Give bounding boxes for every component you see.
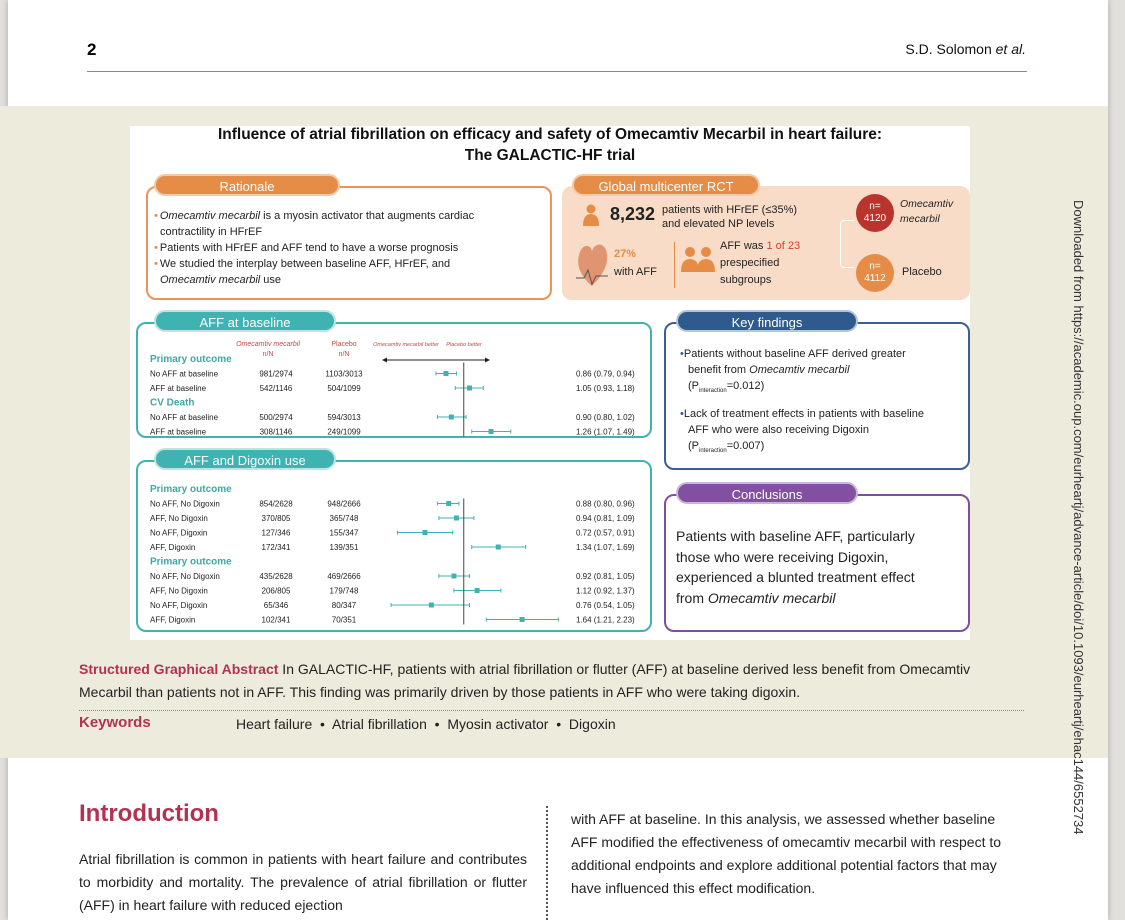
conclusions-text: Patients with baseline AFF, particularly those who were receiving Digoxin, experienced a blunted treatment effect from Omecamtiv mecarbil [676, 528, 915, 606]
forest-om-count: 435/2628 [259, 572, 293, 581]
col-header-pl-n: n/N [338, 351, 350, 358]
abstract-title-line-1: Influence of atrial fibrillation on efficacy and safety of Omecamtiv Mecarbil in heart failure: [217, 126, 883, 143]
forest-row-label: No AFF, No Digoxin [150, 572, 220, 581]
rct-label: Global multicenter RCT [572, 174, 760, 196]
heart-icon [574, 238, 610, 288]
group-icon [680, 246, 716, 274]
abstract-caption [79, 658, 1024, 704]
forest-pl-count: 80/347 [331, 601, 357, 610]
forest-estimate: 1.26 (1.07, 1.49) [576, 427, 635, 437]
conclusions-label: Conclusions [676, 482, 858, 504]
subgroup-line-2: prespecified [720, 257, 780, 269]
rationale-bullet-3: • We studied the interplay between baseline AFF, HFrEF, and Omecamtiv mecarbil use [154, 258, 451, 286]
key-findings-box [664, 322, 970, 470]
better-arrow-right [485, 358, 490, 363]
body-column-left: Atrial fibrillation is common in patients with heart failure and contributes to morbidity and mortality. The prevalence of atrial fibrillation or flutter (AFF) in heart failure with reduced ejection [79, 851, 527, 913]
abstract-title-line-2: The GALACTIC-HF trial [464, 147, 636, 164]
forest-estimate: 0.92 (0.81, 1.05) [576, 572, 635, 581]
forest-pl-count: 504/1099 [327, 384, 361, 393]
caption-text: In GALACTIC-HF, patients with atrial fibrillation or flutter (AFF) at baseline derived less benefit from Omecamtiv Mecarbil than patients not in AFF. This finding was primarily driven by those patients in AFF who were taking digoxin. [79, 661, 971, 700]
forest-point-estimate [443, 371, 448, 376]
aff-percent: 27% [614, 248, 637, 260]
col-header-om-n: n/N [262, 351, 274, 358]
forest-pl-count: 70/351 [331, 615, 357, 625]
forest-point-estimate [454, 516, 459, 521]
forest-om-count: 854/2628 [259, 499, 293, 509]
author-suffix: et al. [995, 41, 1026, 57]
forest-point-estimate [475, 588, 480, 593]
rationale-label: Rationale [154, 174, 340, 196]
page-number: 2 [87, 40, 97, 59]
header-rule [87, 71, 1027, 72]
forest-plot-digoxin [138, 462, 654, 634]
forest-estimate: 0.72 (0.57, 0.91) [576, 528, 635, 538]
rationale-box [146, 186, 552, 300]
patient-icon [582, 204, 600, 226]
forest-row-label: AFF, Digoxin [150, 615, 196, 625]
forest-point-estimate [467, 386, 472, 391]
forest-estimate: 0.88 (0.80, 0.96) [576, 499, 635, 509]
forest-row-label: No AFF at baseline [150, 413, 219, 422]
forest-estimate: 1.12 (0.92, 1.37) [576, 586, 635, 596]
forest-estimate: 1.64 (1.21, 2.23) [576, 615, 635, 625]
keywords-label: Keywords [79, 714, 151, 731]
forest-row-label: No AFF at baseline [150, 369, 219, 379]
forest-row-label: AFF, No Digoxin [150, 514, 208, 523]
forest-estimate: 0.76 (0.54, 1.05) [576, 601, 635, 610]
forest-row-label: AFF, Digoxin [150, 543, 196, 552]
forest-pl-count: 179/748 [329, 586, 359, 596]
forest-point-estimate [451, 574, 456, 579]
forest-om-count: 102/341 [261, 615, 291, 625]
rationale-bullet-1: • Omecamtiv mecarbil is a myosin activator that augments cardiac contractility in HFrEF [154, 210, 475, 238]
patients-text-1: patients with HFrEF (≤35%) [662, 204, 798, 216]
running-author [905, 41, 1026, 57]
forest-om-count: 308/1146 [259, 427, 293, 437]
forest-point-estimate [423, 530, 428, 535]
forest-row-label: No AFF, No Digoxin [150, 499, 220, 509]
forest-pl-count: 469/2666 [327, 572, 361, 581]
rationale-bullet-2: • Patients with HFrEF and AFF tend to have a worse prognosis [154, 242, 459, 254]
forest-estimate: 1.05 (0.93, 1.18) [576, 384, 635, 393]
forest-point-estimate [520, 617, 525, 622]
caption-label: Structured Graphical Abstract [79, 661, 279, 677]
rct-panel [562, 186, 970, 300]
forest-om-count: 65/346 [263, 601, 289, 610]
aff-baseline-label: AFF at baseline [154, 310, 336, 332]
forest-pl-count: 249/1099 [327, 427, 361, 437]
arm1-badge: n= 4120 [856, 194, 894, 232]
forest-pl-count: 155/347 [329, 528, 359, 538]
forest-row-label: AFF at baseline [150, 384, 207, 393]
patients-count: 8,232 [610, 204, 656, 224]
aff-baseline-box [136, 322, 652, 438]
forest-estimate: 0.94 (0.81, 1.09) [576, 514, 635, 523]
forest-row-label: AFF, No Digoxin [150, 586, 208, 596]
forest-estimate: 0.90 (0.80, 1.02) [576, 413, 635, 422]
conclusions-box [664, 494, 970, 632]
forest-point-estimate [496, 545, 501, 550]
col-header-om: Omecamtiv mecarbil [236, 341, 300, 348]
forest-om-count: 542/1146 [259, 384, 293, 393]
keywords-divider [79, 710, 1024, 711]
forest-om-count: 127/346 [261, 528, 291, 538]
forest-section-title: CV Death [150, 397, 195, 409]
forest-om-count: 500/2974 [259, 413, 293, 422]
forest-estimate: 0.86 (0.79, 0.94) [576, 369, 635, 379]
forest-point-estimate [446, 501, 451, 506]
key-findings-label: Key findings [676, 310, 858, 332]
section-heading: Introduction [79, 800, 219, 827]
forest-row-label: No AFF, Digoxin [150, 528, 208, 538]
forest-point-estimate [429, 603, 434, 608]
forest-row-label: AFF at baseline [150, 427, 207, 437]
forest-om-count: 172/341 [261, 543, 291, 552]
forest-section-title: Primary outcome [150, 484, 232, 495]
aff-text: with AFF [614, 266, 657, 278]
column-divider [546, 806, 548, 920]
arm2-label: Placebo [902, 266, 942, 278]
forest-pl-count: 365/748 [329, 514, 359, 523]
graphical-abstract [130, 126, 970, 640]
col-header-pl: Placebo [331, 341, 357, 348]
body-column-right: with AFF at baseline. In this analysis, we assessed whether baseline AFF modified the effectiveness of omecamtiv mecarbil with respect to additional endpoints and explore additional potential factors that may have influenced this effect modification. [571, 811, 1002, 896]
forest-point-estimate [449, 415, 454, 420]
forest-pl-count: 948/2666 [327, 499, 361, 509]
arm2-badge: n= 4112 [856, 254, 894, 292]
better-arrow-left [382, 358, 387, 363]
forest-om-count: 981/2974 [259, 369, 293, 379]
subgroup-line-3: subgroups [720, 274, 772, 286]
patients-text-2: and elevated NP levels [662, 218, 775, 230]
better-pl-label: Placebo better [446, 342, 482, 348]
arm1-label-2: mecarbil [900, 213, 940, 225]
aff-digoxin-box [136, 460, 652, 632]
arm1-label-1: Omecamtiv [900, 198, 954, 210]
author-name: S.D. Solomon [905, 41, 992, 57]
finding-2: •Lack of treatment effects in patients with baseline AFF who were also receiving Digoxin $(P_{interaction}=0.007)$ [680, 408, 924, 455]
forest-row-label: No AFF, Digoxin [150, 601, 208, 610]
forest-estimate: 1.34 (1.07, 1.69) [576, 543, 635, 552]
randomization-bracket [840, 220, 854, 268]
rct-divider [674, 242, 675, 288]
keywords-list: Heart failure • Atrial fibrillation • Myosin activator • Digoxin [236, 716, 616, 732]
aff-digoxin-label: AFF and Digoxin use [154, 448, 336, 470]
forest-plot-baseline [138, 324, 654, 440]
download-note[interactable]: Downloaded from https://academic.oup.com/eurheartj/advance-article/doi/10.1093/eurheartj/ehac144/6552734 [1071, 200, 1086, 835]
forest-om-count: 206/805 [261, 586, 291, 596]
forest-om-count: 370/805 [261, 514, 291, 523]
forest-section-title: Primary outcome [150, 354, 232, 365]
forest-section-title: Primary outcome [150, 556, 232, 568]
forest-pl-count: 594/3013 [327, 413, 361, 422]
forest-point-estimate [489, 429, 494, 434]
better-om-label: Omecamtiv mecarbil better [373, 342, 439, 348]
finding-1: •Patients without baseline AFF derived greater benefit from Omecamtiv mecarbil $(P_{interaction}=0.012)$ [680, 348, 906, 395]
forest-pl-count: 1103/3013 [325, 369, 363, 379]
forest-pl-count: 139/351 [329, 543, 359, 552]
subgroup-line-1: AFF was 1 of 23 [720, 240, 801, 252]
